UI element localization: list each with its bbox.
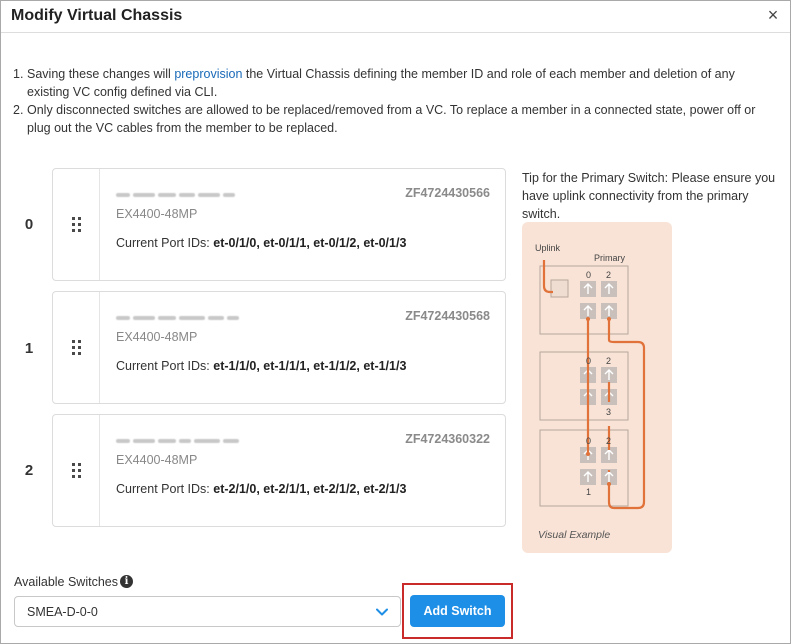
port-label: 0 xyxy=(586,356,592,366)
port-label: 0 xyxy=(586,270,592,280)
port-label: 2 xyxy=(606,356,612,366)
available-switches-select[interactable] xyxy=(14,596,401,627)
member-model: EX4400-48MP xyxy=(116,207,198,221)
member-hostname-redacted xyxy=(116,186,286,196)
drag-handle-icon[interactable] xyxy=(53,169,100,280)
instruction-text xyxy=(25,65,773,101)
ports-value: et-0/1/0, et-0/1/1, et-0/1/2, et-0/1/3 xyxy=(213,236,407,250)
member-card-2 xyxy=(52,414,506,527)
member-hostname-redacted xyxy=(116,432,286,442)
selected-switch: SMEA-D-0-0 xyxy=(27,605,98,619)
member-id-0: 0 xyxy=(24,216,34,233)
member-id-2: 2 xyxy=(24,462,34,479)
ports-value: et-2/1/0, et-2/1/1, et-2/1/2, et-2/1/3 xyxy=(213,482,407,496)
uplink-label: Uplink xyxy=(535,243,561,253)
vc-cabling-diagram xyxy=(522,222,672,553)
visual-example-caption: Visual Example xyxy=(538,529,611,541)
instruction-number: 1. xyxy=(13,67,24,81)
primary-label: Primary xyxy=(594,253,625,263)
instruction-text-part: the Virtual Chassis defining the member ID and role of each member and deletion of any existing VC config defined via CLI. xyxy=(27,67,735,99)
member-model: EX4400-48MP xyxy=(116,453,198,467)
member-hostname-redacted xyxy=(116,309,286,319)
instruction-text: Only disconnected switches are allowed to be replaced/removed from a VC. To replace a member in a connected state, power off or plug out the VC cables from the member to be replaced. xyxy=(27,103,756,135)
ports-label: Current Port IDs: xyxy=(116,359,214,373)
port-label: 2 xyxy=(606,436,612,446)
chevron-down-icon xyxy=(374,604,390,620)
dialog-title: Modify Virtual Chassis xyxy=(11,7,183,24)
member-card-0 xyxy=(52,168,506,281)
member-card-1 xyxy=(52,291,506,404)
drag-handle-icon[interactable] xyxy=(53,292,100,403)
instruction-1 xyxy=(13,65,773,101)
member-switch-box xyxy=(540,430,628,506)
ports-value: et-1/1/0, et-1/1/1, et-1/1/2, et-1/1/3 xyxy=(213,359,407,373)
ports-label: Current Port IDs: xyxy=(116,482,214,496)
primary-switch-box xyxy=(540,266,628,334)
instruction-text-part: Saving these changes will xyxy=(27,67,175,81)
port-label: 3 xyxy=(606,407,612,417)
member-ports xyxy=(116,482,406,496)
available-switches-label: Available Switches xyxy=(14,575,118,589)
instruction-number: 2. xyxy=(13,103,24,117)
member-serial: ZF4724430566 xyxy=(405,186,490,200)
info-icon[interactable]: i xyxy=(120,575,133,588)
member-serial: ZF4724360322 xyxy=(405,432,490,446)
uplink-port xyxy=(551,280,568,297)
port-label: 0 xyxy=(586,436,592,446)
primary-switch-tip: Tip for the Primary Switch: Please ensure you have uplink connectivity from the primary switch. xyxy=(522,171,776,221)
member-ports xyxy=(116,236,406,250)
instructions xyxy=(13,65,773,137)
add-switch-button[interactable]: Add Switch xyxy=(410,595,505,627)
member-id-1: 1 xyxy=(24,340,34,357)
member-ports xyxy=(116,359,406,373)
member-model: EX4400-48MP xyxy=(116,330,198,344)
port-label: 2 xyxy=(606,270,612,280)
ports-label: Current Port IDs: xyxy=(116,236,214,250)
instruction-2 xyxy=(13,101,773,137)
drag-handle-icon[interactable] xyxy=(53,415,100,526)
member-serial: ZF4724430568 xyxy=(405,309,490,323)
preprovision-link[interactable]: preprovision xyxy=(174,67,243,81)
port-label: 1 xyxy=(586,487,592,497)
close-icon[interactable]: × xyxy=(767,5,779,25)
member-switch-box xyxy=(540,352,628,420)
vc-visual-example xyxy=(522,222,672,553)
dialog-header xyxy=(1,1,790,33)
